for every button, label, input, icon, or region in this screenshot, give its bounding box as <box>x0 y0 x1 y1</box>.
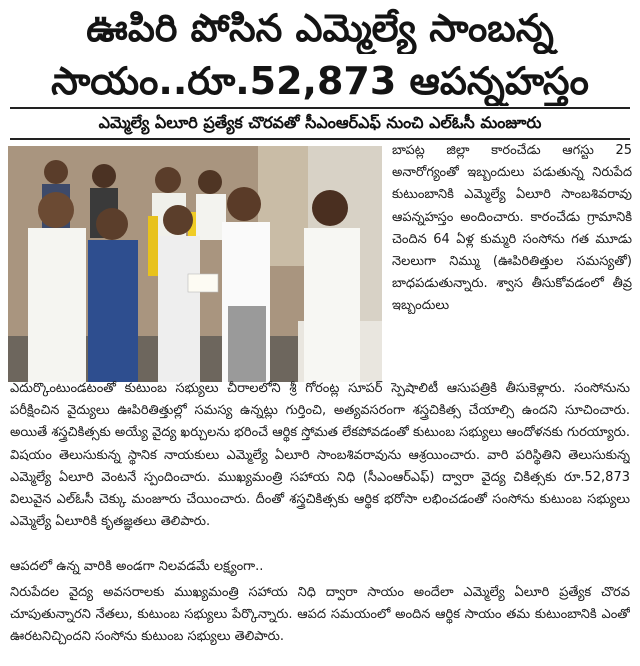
headline-line-2: సాయం..రూ.52,873 ఆపన్నహస్తం <box>51 59 589 103</box>
news-photo <box>8 146 382 382</box>
headline-line-1: ఊపిరి పోసిన ఎమ్మెల్యే సాంబన్న <box>86 6 554 50</box>
article-aside-line: ఆపదలో ఉన్న వారికి అండగా నిలవడమే లక్ష్యంగా.. <box>10 559 264 574</box>
person-back-4 <box>196 170 226 240</box>
article-main-body: ఎదుర్కొంటుండటంతో కుటుంబ సభ్యులు చీరాలలోని శ్రీ గోరంట్ల సూపర్ స్పెషాలిటీ ఆసుపత్రికి తీసుకెళ్లారు. సంసోనును పరీక్షించిన వైద్యులు ఊపిరితిత్తుల్లో సమస్య ఉన్నట్లు గుర్తించి, అత్యవసరంగా శస్త్రచికిత్స చేయాల్సి ఉందని సూచించారు. అయితే శస్త్రచికిత్సకు అయ్యే వైద్య ఖర్చులను భరించే ఆర్థిక స్తోమత లేకపోవడంతో కుటుంబ సభ్యులు ఆందోళనకు గురయ్యారు. విషయం తెలుసుకున్న స్థానిక నాయకులు ఎమ్మెల్యే ఏలూరి సాంబశివరావును ఆశ్రయించారు. వారి పరిస్థితిని తెలుసుకున్న ఎమ్మెల్యే ఏలూరి వెంటనే స్పందించారు. ముఖ్యమంత్రి సహాయ నిధి (సీఎంఆర్‌ఎఫ్) ద్వారా వైద్య చికిత్సకు రూ.52,873 విలువైన ఎల్‌ఓసీ చెక్కు మంజూరు చేయించారు. దీంతో శస్త్రచికిత్సకు ఆర్థిక భరోసా లభించడంతో సంసోను కుటుంబ సభ్యులు ఎమ్మెల్యే ఏలూరికి కృతజ్ఞతలు తెలిపారు. <box>10 381 630 530</box>
article-right-column: బాపట్ల జిల్లా కారంచేడు ఆగస్టు 25 అనారోగ్యంతో ఇబ్బందులు పడుతున్న నిరుపేద కుటుంబానికి ఎమ్మెల్యే ఏలూరి సాంబశివరావు ఆపన్నహస్తం అందించారు. కారంచేడు గ్రామానికి చెందిన 64 ఏళ్ల కుమ్మరి సంసోను గత మూడు నెలలుగా నిమ్ము (ఊపిరితిత్తుల సమస్యతో) బాధపడుతున్నారు. శ్వాస తీసుకోవడంలో తీవ్ర ఇబ్బందులు <box>392 143 632 314</box>
article-closing-paragraph: నిరుపేదల వైద్య అవసరాలకు ముఖ్యమంత్రి సహాయ నిధి ద్వారా సాయం అందేలా ఎమ్మెల్యే ఏలూరి ప్రత్యేక చొరవ చూపుతున్నారని నేతలు, కుటుంబ సభ్యులు పేర్కొన్నారు. ఆపద సమయంలో అందిన ఆర్థిక సాయం తమ కుటుంబానికి ఎంతో ఊరటనిచ్చిందని సంసోను కుటుంబ సభ్యులు తెలిపారు. <box>10 585 630 645</box>
subheadline: ఎమ్మెల్యే ఏలూరి ప్రత్యేక చొరవతో సీఎంఆర్‌ఎఫ్ నుంచి ఎల్‌ఓసీ మంజూరు <box>98 113 542 132</box>
news-photo-image <box>8 146 382 382</box>
